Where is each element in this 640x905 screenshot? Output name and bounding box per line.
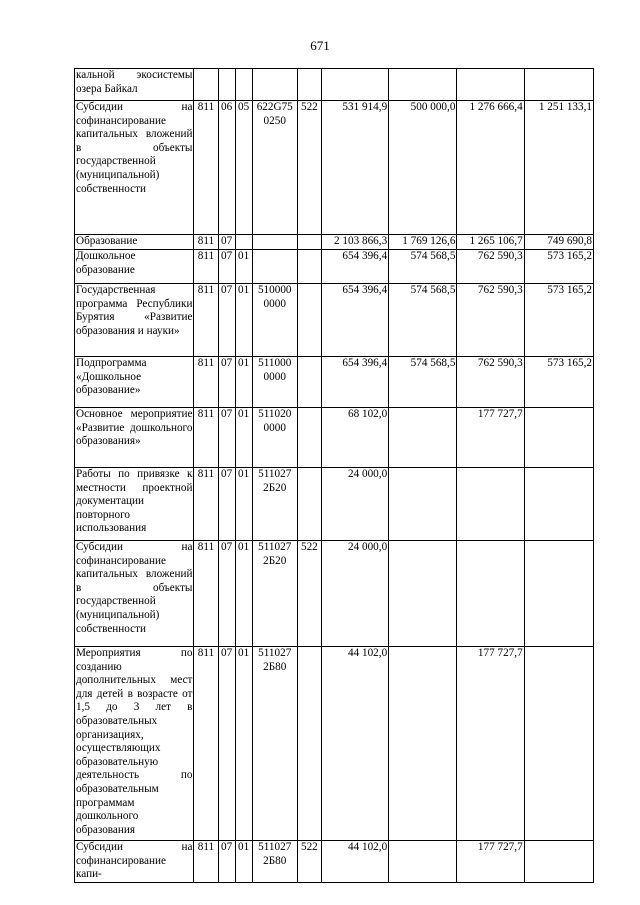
amount-col-1: 531 914,9 xyxy=(321,101,388,235)
code-section: 07 xyxy=(218,357,235,408)
amount-col-1: 654 396,4 xyxy=(321,357,388,408)
code-section: 07 xyxy=(218,284,235,357)
code-ministry: 811 xyxy=(194,647,218,841)
row-name: Мероприятия по созданию дополнительных мест для детей в возрасте от 1,5 до 3 лет в образовательных организациях, осуществляющих образовательную деятельность по образовательным программам дошкольного образования xyxy=(75,647,194,841)
amount-col-4: 573 165,2 xyxy=(524,357,593,408)
row-name: Субсидии на софинансирование капи- xyxy=(75,841,194,883)
code-target: 511027 2Б80 xyxy=(252,841,297,883)
row-name: Основное мероприятие «Развитие дошкольного образования» xyxy=(75,408,194,468)
code-subsection: 01 xyxy=(235,408,252,468)
table-row xyxy=(75,101,594,235)
code-subsection: 05 xyxy=(235,101,252,235)
amount-col-1: 654 396,4 xyxy=(321,250,388,284)
code-subsection xyxy=(235,69,252,101)
amount-col-1: 44 102,0 xyxy=(321,647,388,841)
code-ministry: 811 xyxy=(194,250,218,284)
table-row xyxy=(75,541,594,647)
code-target: 510000 0000 xyxy=(252,284,297,357)
row-name: Субсидии на софинансирование капитальных вложений в объекты государственной (муниципальной) собственности xyxy=(75,541,194,647)
amount-col-2 xyxy=(389,841,457,883)
amount-col-3: 1 265 106,7 xyxy=(457,235,524,250)
row-name: Образование xyxy=(75,235,194,250)
code-subsection: 01 xyxy=(235,647,252,841)
amount-col-2 xyxy=(389,541,457,647)
amount-col-4 xyxy=(524,541,593,647)
code-expense-type xyxy=(297,647,321,841)
amount-col-2 xyxy=(389,69,457,101)
code-section: 07 xyxy=(218,468,235,541)
row-name: Работы по привязке к местности проектной документации повторного использования xyxy=(75,468,194,541)
code-target: 511027 2Б80 xyxy=(252,647,297,841)
amount-col-4: 749 690,8 xyxy=(524,235,593,250)
code-target xyxy=(252,235,297,250)
amount-col-3: 762 590,3 xyxy=(457,250,524,284)
code-expense-type xyxy=(297,250,321,284)
amount-col-4: 1 251 133,1 xyxy=(524,101,593,235)
code-ministry: 811 xyxy=(194,541,218,647)
code-target xyxy=(252,69,297,101)
amount-col-3 xyxy=(457,69,524,101)
table-row xyxy=(75,250,594,284)
amount-col-3: 762 590,3 xyxy=(457,284,524,357)
code-ministry xyxy=(194,69,218,101)
code-expense-type xyxy=(297,69,321,101)
code-target: 622G75 0250 xyxy=(252,101,297,235)
code-ministry: 811 xyxy=(194,468,218,541)
amount-col-1: 24 000,0 xyxy=(321,541,388,647)
code-target: 511027 2Б20 xyxy=(252,468,297,541)
amount-col-1: 24 000,0 xyxy=(321,468,388,541)
code-section xyxy=(218,69,235,101)
code-target: 511000 0000 xyxy=(252,357,297,408)
code-section: 07 xyxy=(218,235,235,250)
code-subsection: 01 xyxy=(235,357,252,408)
code-section: 07 xyxy=(218,647,235,841)
table-row xyxy=(75,235,594,250)
code-subsection: 01 xyxy=(235,541,252,647)
code-section: 07 xyxy=(218,250,235,284)
code-subsection: 01 xyxy=(235,250,252,284)
code-expense-type: 522 xyxy=(297,541,321,647)
code-expense-type xyxy=(297,284,321,357)
code-ministry: 811 xyxy=(194,101,218,235)
amount-col-2 xyxy=(389,408,457,468)
code-subsection: 01 xyxy=(235,284,252,357)
amount-col-3: 762 590,3 xyxy=(457,357,524,408)
code-section: 07 xyxy=(218,541,235,647)
table-row xyxy=(75,841,594,883)
amount-col-3: 177 727,7 xyxy=(457,408,524,468)
row-name: Субсидии на софинансирование капитальных вложений в объекты государственной (муниципальной) собственности xyxy=(75,101,194,235)
code-expense-type: 522 xyxy=(297,841,321,883)
amount-col-4: 573 165,2 xyxy=(524,284,593,357)
code-subsection: 01 xyxy=(235,841,252,883)
row-name: Государственная программа Республики Бурятия «Развитие образования и науки» xyxy=(75,284,194,357)
row-name: Дошкольное образование xyxy=(75,250,194,284)
amount-col-2 xyxy=(389,647,457,841)
amount-col-4 xyxy=(524,841,593,883)
amount-col-2: 574 568,5 xyxy=(389,357,457,408)
row-name: кальной экосистемы озера Байкал xyxy=(75,69,194,101)
table-row xyxy=(75,284,594,357)
code-ministry: 811 xyxy=(194,841,218,883)
amount-col-4 xyxy=(524,468,593,541)
code-section: 07 xyxy=(218,408,235,468)
amount-col-2 xyxy=(389,468,457,541)
amount-col-3: 177 727,7 xyxy=(457,647,524,841)
amount-col-4: 573 165,2 xyxy=(524,250,593,284)
code-expense-type xyxy=(297,468,321,541)
table-body xyxy=(75,69,594,883)
amount-col-2: 1 769 126,6 xyxy=(389,235,457,250)
amount-col-4 xyxy=(524,408,593,468)
table-row xyxy=(75,468,594,541)
code-expense-type xyxy=(297,357,321,408)
budget-table xyxy=(74,68,594,883)
code-section: 07 xyxy=(218,841,235,883)
amount-col-1: 68 102,0 xyxy=(321,408,388,468)
amount-col-2: 500 000,0 xyxy=(389,101,457,235)
code-ministry: 811 xyxy=(194,357,218,408)
table-row xyxy=(75,408,594,468)
code-ministry: 811 xyxy=(194,284,218,357)
code-expense-type xyxy=(297,408,321,468)
amount-col-3 xyxy=(457,541,524,647)
code-expense-type: 522 xyxy=(297,101,321,235)
code-ministry: 811 xyxy=(194,235,218,250)
table-row xyxy=(75,647,594,841)
amount-col-1: 654 396,4 xyxy=(321,284,388,357)
code-subsection: 01 xyxy=(235,468,252,541)
amount-col-4 xyxy=(524,647,593,841)
amount-col-3: 177 727,7 xyxy=(457,841,524,883)
table-row xyxy=(75,69,594,101)
amount-col-3: 1 276 666,4 xyxy=(457,101,524,235)
code-target xyxy=(252,250,297,284)
amount-col-2: 574 568,5 xyxy=(389,284,457,357)
code-subsection xyxy=(235,235,252,250)
code-ministry: 811 xyxy=(194,408,218,468)
amount-col-2: 574 568,5 xyxy=(389,250,457,284)
amount-col-1: 44 102,0 xyxy=(321,841,388,883)
amount-col-1: 2 103 866,3 xyxy=(321,235,388,250)
code-target: 511020 0000 xyxy=(252,408,297,468)
code-expense-type xyxy=(297,235,321,250)
code-target: 511027 2Б20 xyxy=(252,541,297,647)
page-number: 671 xyxy=(310,38,330,53)
amount-col-4 xyxy=(524,69,593,101)
row-name: Подпрограмма «Дошкольное образование» xyxy=(75,357,194,408)
code-section: 06 xyxy=(218,101,235,235)
amount-col-3 xyxy=(457,468,524,541)
amount-col-1 xyxy=(321,69,388,101)
table-row xyxy=(75,357,594,408)
